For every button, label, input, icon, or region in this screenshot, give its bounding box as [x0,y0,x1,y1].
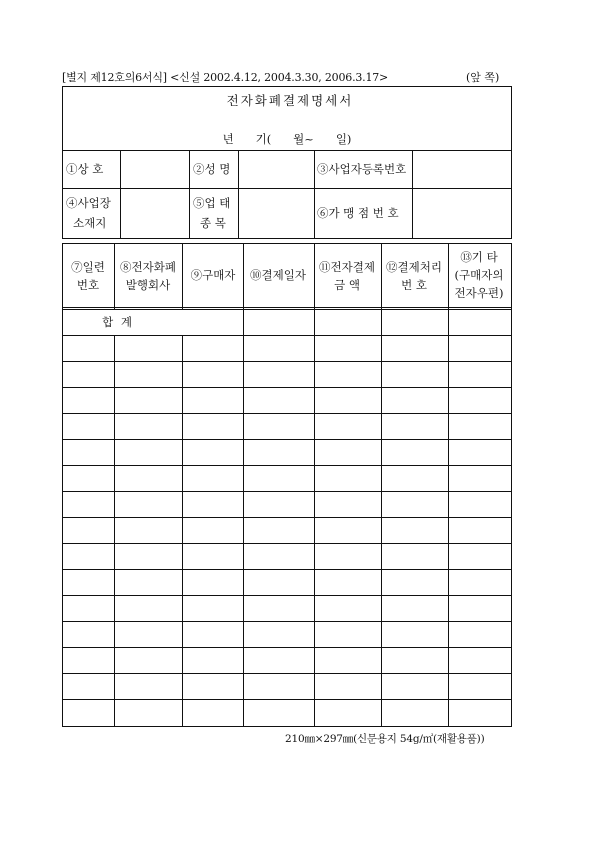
table-column-line [114,243,115,309]
table-row-line [62,309,512,310]
table-row-line [62,465,512,466]
table-row-line [62,517,512,518]
table-column-line [114,335,115,727]
table-column-line [182,243,183,309]
page-side-label: (앞 쪽) [466,71,500,84]
column-header-payment-date: ⑩결제일자 [250,268,306,282]
table-column-line [314,243,315,727]
business-type-label: ⑤업 태 [193,196,231,210]
column-header-serial: 번호 [76,278,100,292]
column-header-amount: ⑪전자결제 [319,260,375,274]
table-row-line [62,491,512,492]
table-row-line [62,335,512,336]
table-row-line [62,569,512,570]
column-header-other: (구매자의 [454,268,504,282]
table-row-line [62,647,512,648]
table-column-line [448,243,449,727]
table-row-line [62,413,512,414]
divider [314,150,315,239]
business-place-label: 소재지 [73,216,107,230]
column-header-other: ⑬기 타 [460,250,498,264]
divider [62,150,512,151]
divider [189,150,190,239]
paper-spec-footer: 210㎜×297㎜(신문용지 54g/㎡(재활용품)) [285,733,485,745]
total-row-label: 합 계 [102,315,134,329]
table-row-line [62,699,512,700]
divider [62,188,512,189]
table-row-line [62,439,512,440]
table-column-line [381,243,382,727]
business-reg-no-label: ③사업자등록번호 [317,162,407,176]
table-row-line [62,673,512,674]
business-place-label: ④사업장 [66,196,111,210]
merchant-no-label: ⑥가 맹 점 번 호 [317,206,399,220]
info-box [62,86,512,239]
header-double-rule [62,307,512,308]
table-row-line [62,543,512,544]
table-column-line [182,335,183,727]
column-header-other: 전자우편) [454,286,504,300]
column-header-issuer: 발행회사 [125,278,171,292]
divider [238,150,239,239]
column-header-issuer: ⑧전자화폐 [120,260,176,274]
table-row-line [62,595,512,596]
table-row-line [62,387,512,388]
divider [412,150,413,239]
table-column-line [243,243,244,727]
name-label: ②성 명 [193,162,231,176]
form-title: 전자화폐결제명세서 [226,93,354,108]
column-header-serial: ⑦일련 [71,260,105,274]
form-number-header: [별지 제12호의6서식] <신설 2002.4.12, 2004.3.30, 2006.3.17> [62,71,389,84]
trade-name-label: ①상 호 [66,162,104,176]
period-label: 년 기( 월~ 일) [222,132,352,146]
table-row-line [62,361,512,362]
column-header-amount: 금 액 [334,278,360,292]
divider [120,150,121,239]
column-header-processing-no: 번 호 [401,278,427,292]
column-header-buyer: ⑨구매자 [190,268,236,282]
business-type-label: 종 목 [200,216,226,230]
column-header-processing-no: ⑫결제처리 [386,260,442,274]
table-row-line [62,621,512,622]
